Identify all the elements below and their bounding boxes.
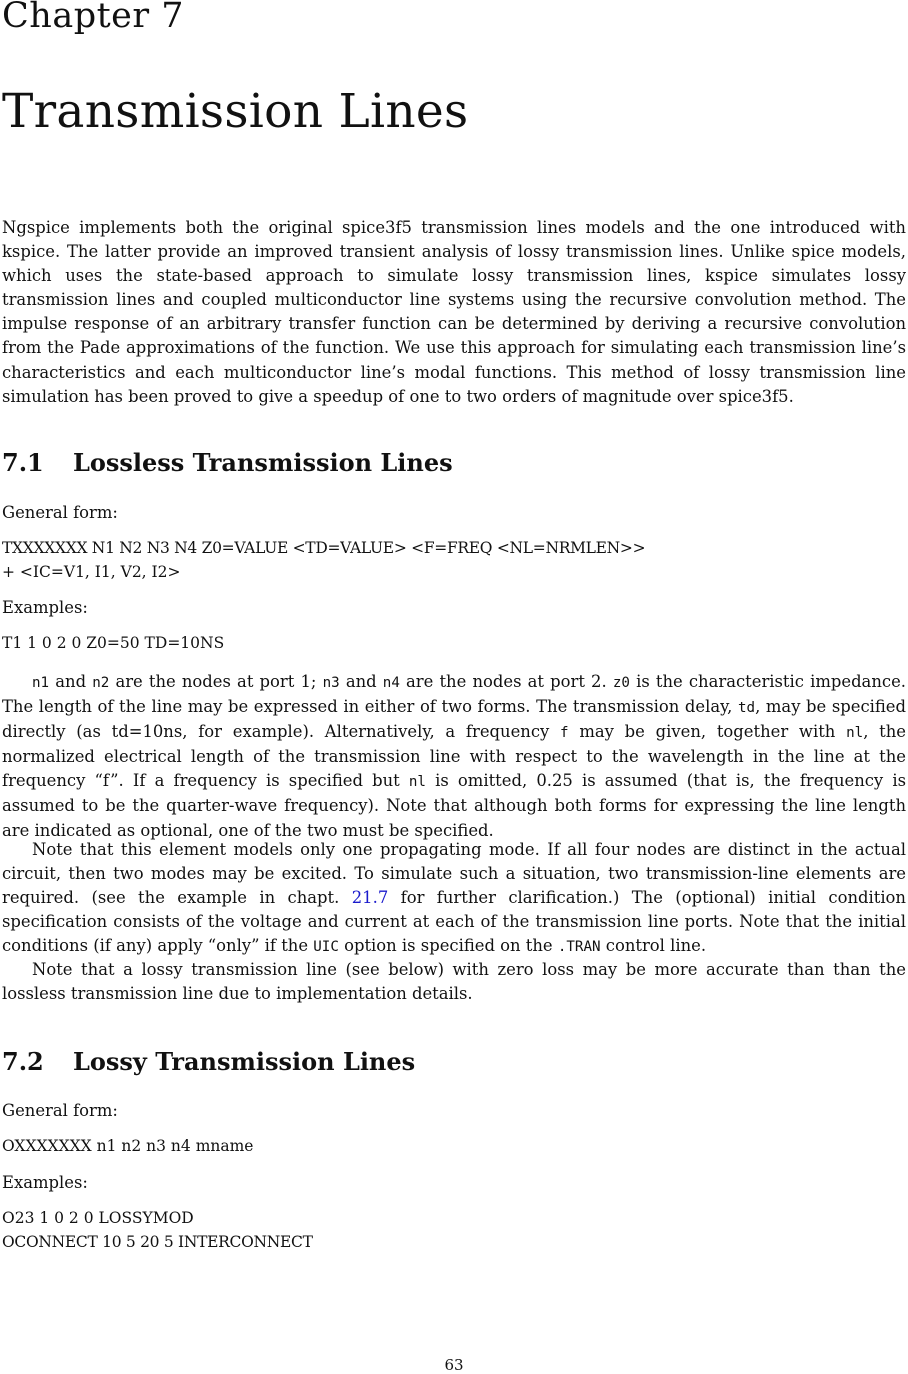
lossy-note-paragraph: Note that a lossy transmission line (see below) with zero loss may be more accurate than than the lossless transmission line due to implementation details. [2,960,906,1004]
examples-label: Examples: [2,598,88,617]
general-form-line-1: TXXXXXXX N1 N2 N3 N4 Z0=VALUE <TD=VALUE> <F=FREQ <NL=NRMLEN>> [2,539,646,557]
chapter-reference-link[interactable]: 21.7 [351,888,389,908]
keyword-n3: n3 [322,675,340,691]
examples-label: Examples: [2,1173,88,1192]
keyword-f: f [560,725,569,742]
keyword-n2: n2 [92,675,110,691]
example-line-1: O23 1 0 2 0 LOSSYMOD [2,1209,194,1227]
page-number: 63 [444,1356,464,1374]
section-title: Lossy Transmission Lines [73,1047,416,1076]
example-line-1: T1 1 0 2 0 Z0=50 TD=10NS [2,634,225,652]
keyword-tran: .TRAN [557,939,601,956]
intro-paragraph: Ngspice implements both the original spice3f5 transmission lines models and the one introduced with kspice. The latter provide an improved transient analysis of lossy transmission lines. Unlike spice models, which uses the state-based approach to simulate lossy transmission lines, kspice simulates lossy transmission lines and coupled multiconductor line systems using the recursive convolution method. The impulse response of an arbitrary transfer function can be determined by deriving a recursive convolution from the Pade approximations of the function. We use this approach for simulating each transmission line’s characteristics and each multiconductor line’s modal functions. This method of lossy transmission line simulation has been proved to give a speedup of one to two orders of magnitude over spice3f5. [2,218,906,406]
keyword-n1: n1 [32,675,50,691]
section-title: Lossless Transmission Lines [73,448,453,477]
lossless-description-paragraph: n1 and n2 are the nodes at port 1; n3 and n4 are the nodes at port 2. z0 is the characteristic impedance. The length of the line may be expressed in either of two forms. The transmission delay, td, may be specified directly (as td=10ns, for example). Alternatively, a frequency f may be given, together with nl, the normalized electrical length of the transmission line with respect to the wavelength in the line at the frequency “f”. If a frequency is specified but nl is omitted, 0.25 is assumed (that is, the frequency is assumed to be the quarter-wave frequency). Note that although both forms for expressing the line length are indicated as optional, one of the two must be specified. [2,672,906,840]
general-form-line-2: + <IC=V1, I1, V2, I2> [2,563,181,581]
chapter-label: Chapter 7 [2,0,184,36]
keyword-n4: n4 [382,675,400,691]
section-number: 7.2 [2,1047,44,1076]
keyword-z0: z0 [612,675,630,691]
keyword-nl: nl [846,725,864,742]
chapter-title: Transmission Lines [2,84,469,139]
example-line-2: OCONNECT 10 5 20 5 INTERCONNECT [2,1233,313,1251]
keyword-uic: UIC [313,939,339,956]
keyword-nl-2: nl [408,774,426,791]
section-heading-7-2 [2,1047,415,1076]
general-form-label: General form: [2,503,118,522]
general-form-line-1: OXXXXXXX n1 n2 n3 n4 mname [2,1137,254,1155]
section-number: 7.1 [2,448,44,477]
propagating-mode-paragraph: Note that this element models only one propagating mode. If all four nodes are distinct in the actual circuit, then two modes may be excited. To simulate such a situation, two transmission-line elements are required. (see the example in chapt. 21.7 for further clarification.) The (optional) initial condition specification consists of the voltage and current at each of the transmission line ports. Note that the initial conditions (if any) apply “only” if the UIC option is specified on the .TRAN control line. [2,840,906,956]
general-form-label: General form: [2,1101,118,1120]
section-heading-7-1 [2,448,453,477]
keyword-td: td [737,700,756,717]
